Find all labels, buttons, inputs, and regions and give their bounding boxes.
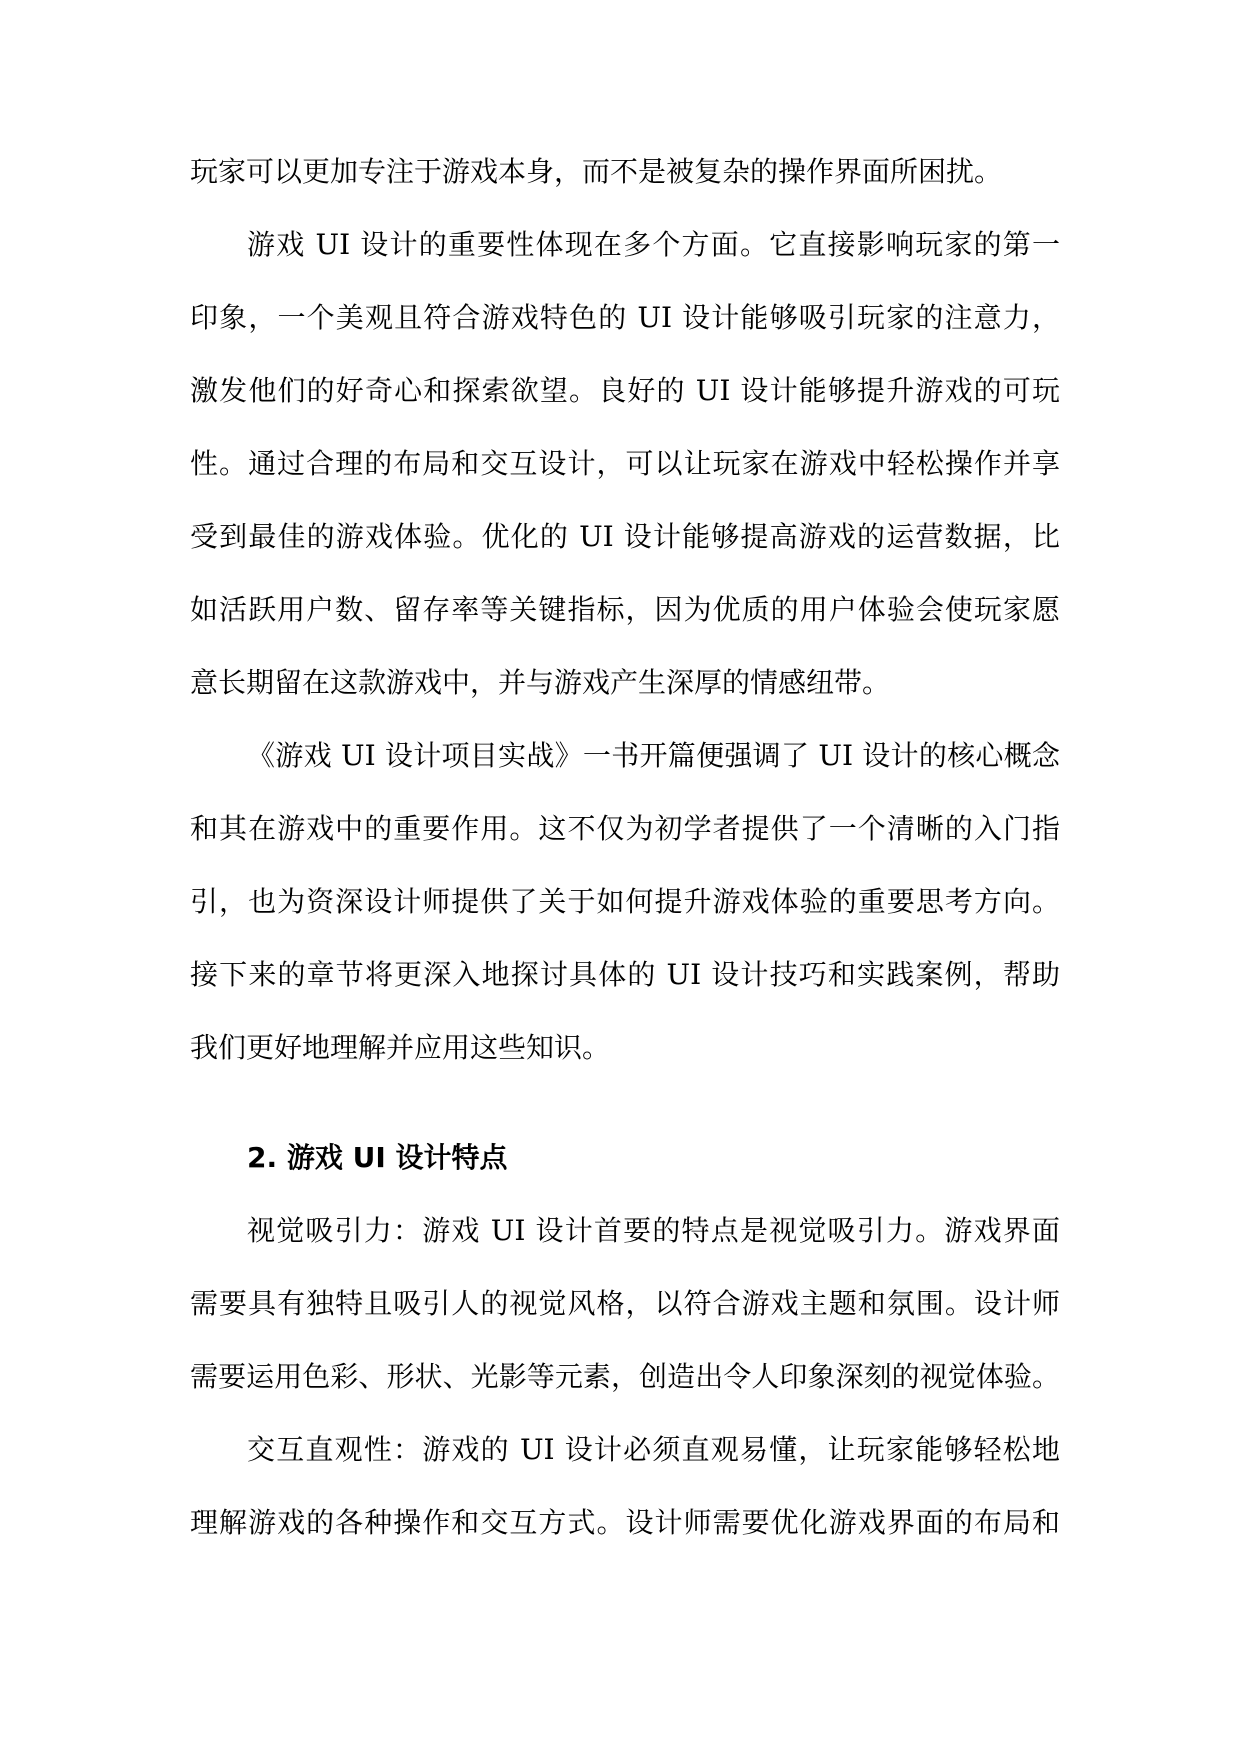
paragraph-line: 理解游戏的各种操作和交互方式。设计师需要优化游戏界面的布局和	[190, 1506, 1060, 1539]
section-heading: 2. 游戏 UI 设计特点	[247, 1141, 508, 1174]
paragraph-line: 如活跃用户数、留存率等关键指标，因为优质的用户体验会使玩家愿	[190, 593, 1060, 626]
paragraph-line: 接下来的章节将更深入地探讨具体的 UI 设计技巧和实践案例，帮助	[190, 958, 1060, 991]
paragraph-line: 需要运用色彩、形状、光影等元素，创造出令人印象深刻的视觉体验。	[190, 1360, 1060, 1393]
paragraph-line: 视觉吸引力：游戏 UI 设计首要的特点是视觉吸引力。游戏界面	[247, 1214, 1060, 1247]
paragraph-line: 受到最佳的游戏体验。优化的 UI 设计能够提高游戏的运营数据，比	[190, 520, 1060, 553]
paragraph-line: 和其在游戏中的重要作用。这不仅为初学者提供了一个清晰的入门指	[190, 812, 1060, 845]
paragraph-line: 印象，一个美观且符合游戏特色的 UI 设计能够吸引玩家的注意力，	[190, 301, 1060, 334]
paragraph-line: 性。通过合理的布局和交互设计，可以让玩家在游戏中轻松操作并享	[190, 447, 1060, 480]
paragraph-line: 引，也为资深设计师提供了关于如何提升游戏体验的重要思考方向。	[190, 885, 1060, 918]
paragraph-line: 激发他们的好奇心和探索欲望。良好的 UI 设计能够提升游戏的可玩	[190, 374, 1060, 407]
paragraph-line: 游戏 UI 设计的重要性体现在多个方面。它直接影响玩家的第一	[247, 228, 1060, 261]
paragraph-line: 玩家可以更加专注于游戏本身，而不是被复杂的操作界面所困扰。	[190, 155, 1003, 188]
paragraph-line: 需要具有独特且吸引人的视觉风格，以符合游戏主题和氛围。设计师	[190, 1287, 1060, 1320]
paragraph-line: 意长期留在这款游戏中，并与游戏产生深厚的情感纽带。	[190, 666, 891, 699]
paragraph-line: 我们更好地理解并应用这些知识。	[190, 1031, 611, 1064]
paragraph-line: 交互直观性：游戏的 UI 设计必须直观易懂，让玩家能够轻松地	[247, 1433, 1060, 1466]
paragraph-line: 《游戏 UI 设计项目实战》一书开篇便强调了 UI 设计的核心概念	[247, 739, 1060, 772]
